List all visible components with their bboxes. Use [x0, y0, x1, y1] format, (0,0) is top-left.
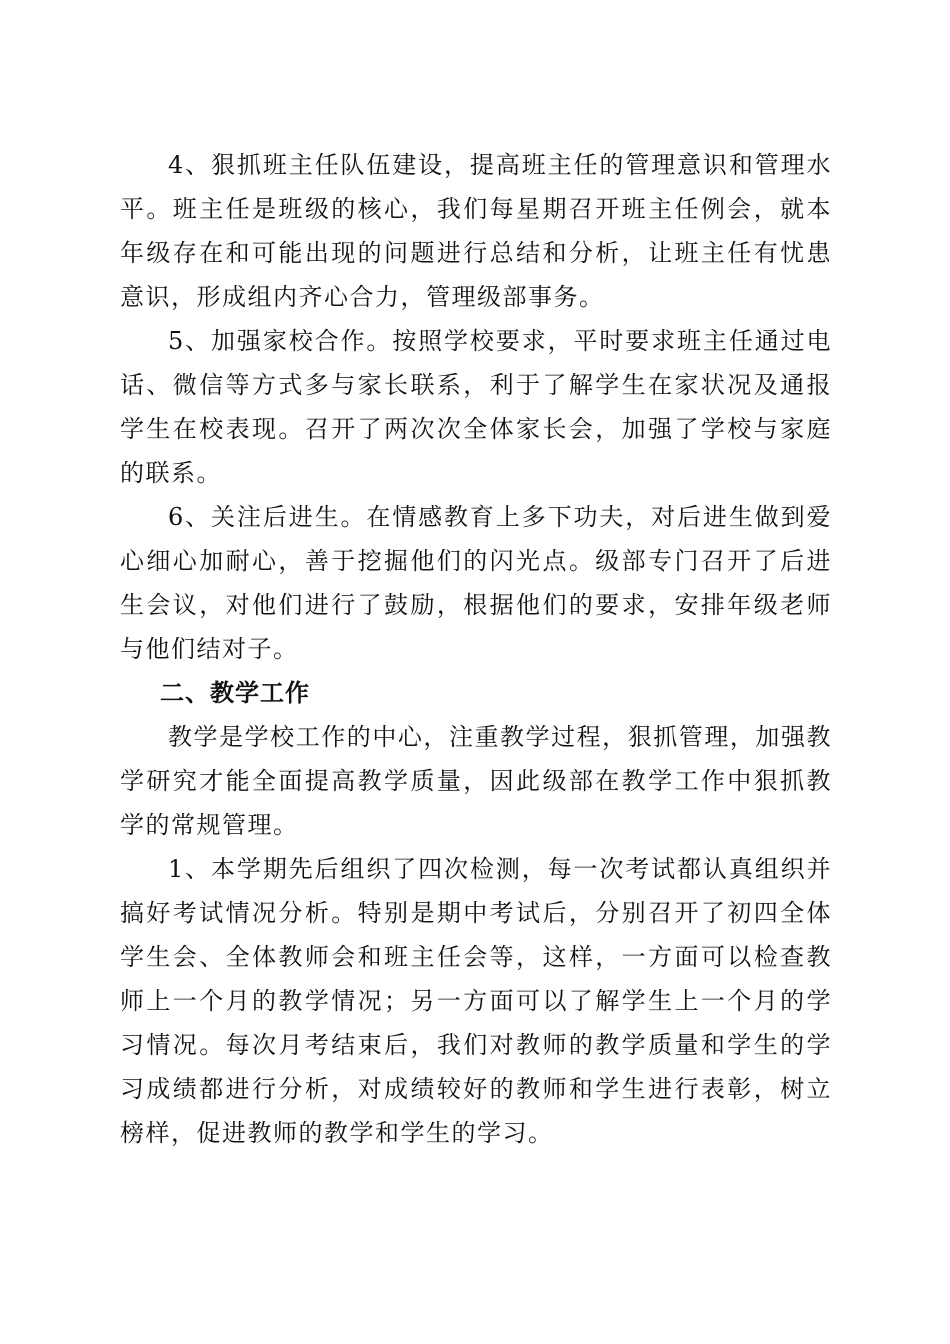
- paragraph-class-teacher-team: 4、狠抓班主任队伍建设，提高班主任的管理意识和管理水平。班主任是班级的核心，我们每星期召开班主任例会，就本年级存在和可能出现的问题进行总结和分析，让班主任有忧患意识，形成组内齐心合力，管理级部事务。: [120, 151, 832, 311]
- paragraph-home-school-cooperation: 5、加强家校合作。按照学校要求，平时要求班主任通过电话、微信等方式多与家长联系，利于了解学生在家状况及通报学生在校表现。召开了两次次全体家长会，加强了学校与家庭的联系。: [120, 327, 832, 487]
- section-heading-teaching-work: 二、教学工作: [160, 679, 310, 707]
- paragraph-teaching-intro: 教学是学校工作的中心，注重教学过程，狠抓管理，加强教学研究才能全面提高教学质量，因此级部在教学工作中狠抓教学的常规管理。: [120, 723, 832, 839]
- document-page: [120, 143, 832, 1155]
- paragraph-underachieving-students: 6、关注后进生。在情感教育上多下功夫，对后进生做到爱心细心加耐心，善于挖掘他们的闪光点。级部专门召开了后进生会议，对他们进行了鼓励，根据他们的要求，安排年级老师与他们结对子。: [120, 503, 832, 663]
- paragraph-exams-analysis: 1、本学期先后组织了四次检测，每一次考试都认真组织并搞好考试情况分析。特别是期中考试后，分别召开了初四全体学生会、全体教师会和班主任会等，这样，一方面可以检查教师上一个月的教学情况；另一方面可以了解学生上一个月的学习情况。每次月考结束后，我们对教师的教学质量和学生的学习成绩都进行分析，对成绩较好的教师和学生进行表彰，树立榜样，促进教师的教学和学生的学习。: [120, 855, 832, 1147]
